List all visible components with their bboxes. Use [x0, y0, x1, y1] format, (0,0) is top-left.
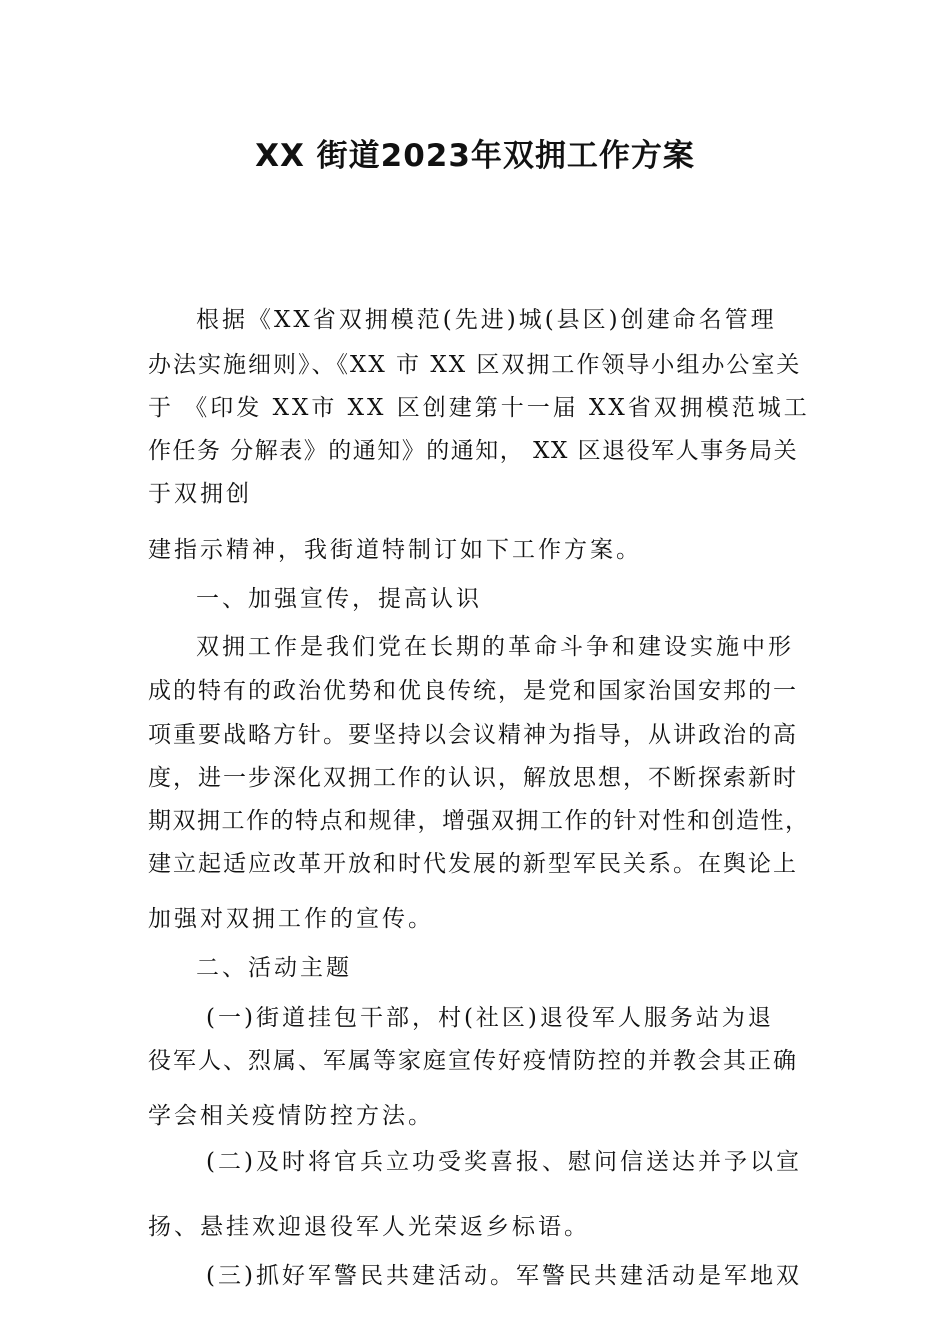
- body-line: 建指示精神，我街道特制订如下工作方案。: [148, 537, 642, 563]
- body-line: (一)街道挂包干部，村(社区)退役军人服务站为退: [206, 1005, 774, 1031]
- body-line: 度，进一步深化双拥工作的认识，解放思想，不断探索新时: [148, 765, 798, 791]
- body-line: 项重要战略方针。要坚持以会议精神为指导，从讲政治的高: [148, 722, 798, 748]
- body-line: 双拥工作是我们党在长期的革命斗争和建设实施中形: [196, 634, 794, 660]
- body-line: (三)抓好军警民共建活动。军警民共建活动是军地双: [206, 1263, 802, 1289]
- body-line: 役军人、烈属、军属等家庭宣传好疫情防控的并教会其正确: [148, 1048, 798, 1074]
- body-line: 成的特有的政治优势和优良传统，是党和国家治国安邦的一: [148, 678, 798, 704]
- body-line: 建立起适应改革开放和时代发展的新型军民关系。在舆论上: [148, 851, 798, 877]
- body-line: 加强对双拥工作的宣传。: [148, 906, 434, 932]
- body-line: 于 《印发 XX市 XX 区创建第十一届 XX省双拥模范城工: [148, 395, 810, 421]
- body-line: 办法实施细则》、《XX 市 XX 区双拥工作领导小组办公室关: [148, 352, 802, 378]
- body-line: 学会相关疫情防控方法。: [148, 1103, 434, 1129]
- section-heading: 二、活动主题: [196, 955, 352, 981]
- body-line: 期双拥工作的特点和规律，增强双拥工作的针对性和创造性，: [148, 808, 810, 834]
- body-line: (二)及时将官兵立功受奖喜报、慰问信送达并予以宣: [206, 1149, 802, 1175]
- body-line: 扬、悬挂欢迎退役军人光荣返乡标语。: [148, 1214, 590, 1240]
- body-line: 根据《XX省双拥模范(先进)城(县区)创建命名管理: [196, 307, 777, 333]
- body-line: 于双拥创: [148, 481, 252, 507]
- body-line: 作任务 分解表》的通知》的通知， XX 区退役军人事务局关: [148, 438, 799, 464]
- document-title: XX 街道2023年双拥工作方案: [255, 138, 695, 174]
- section-heading: 一、加强宣传，提高认识: [196, 586, 482, 612]
